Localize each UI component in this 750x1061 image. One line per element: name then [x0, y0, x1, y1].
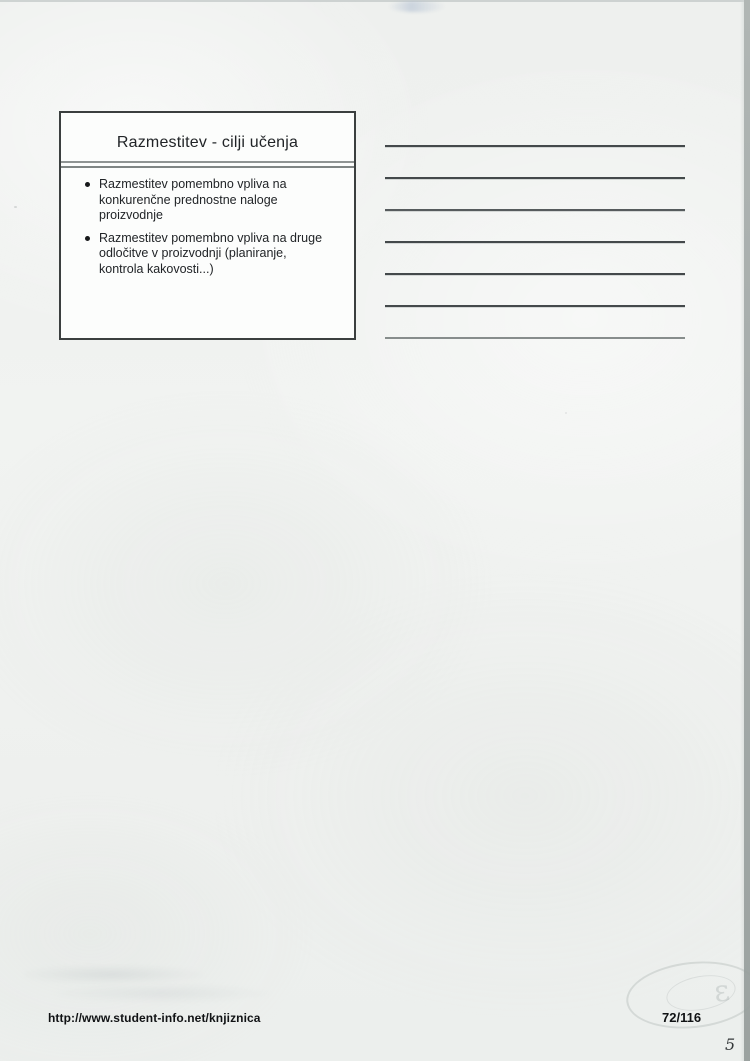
watermark-sigma-glyph: ε: [711, 973, 732, 1010]
bullet-item: [85, 231, 344, 278]
note-line: [385, 145, 685, 147]
bullet-text: [99, 177, 287, 224]
note-line: [385, 177, 685, 179]
note-line: [385, 337, 685, 339]
bullet-text-line: Razmestitev pomembno vpliva na druge: [99, 230, 323, 245]
note-line: [385, 241, 685, 243]
bullet-text-line: konkurenčne prednostne naloge: [99, 192, 278, 207]
handwriting-note-lines: [385, 145, 685, 369]
scan-right-edge: [744, 0, 750, 1061]
note-line: [385, 209, 685, 211]
slide-counter: 72/116: [662, 1010, 702, 1025]
bullet-item: [85, 177, 344, 224]
bullet-dot-icon: [85, 236, 90, 241]
slide-title: Razmestitev - cilji učenja: [116, 134, 299, 151]
page-number: 5: [725, 1035, 736, 1054]
bullet-text-line: kontrola kakovosti...): [99, 261, 214, 276]
footer-url: http://www.student-info.net/knjiznica: [48, 1011, 261, 1025]
bullet-dot-icon: [85, 182, 90, 187]
bullet-text-line: odločitve v proizvodnji (planiranje,: [99, 246, 287, 260]
note-line: [385, 305, 685, 307]
bullet-list: [61, 177, 354, 277]
scan-artifact-smudge: [388, 1, 446, 12]
bullet-text-line: proizvodnje: [99, 208, 163, 222]
slide-panel: [59, 111, 356, 340]
bullet-text: [99, 231, 322, 278]
note-line: [385, 273, 685, 275]
scan-speck: [14, 206, 17, 208]
scan-bleed-through: [24, 964, 274, 1006]
bullet-text-line: Razmestitev pomembno vpliva na: [99, 177, 287, 191]
scan-top-edge: [0, 0, 750, 2]
title-divider-rule: [61, 161, 354, 168]
scan-speck: [565, 412, 567, 414]
